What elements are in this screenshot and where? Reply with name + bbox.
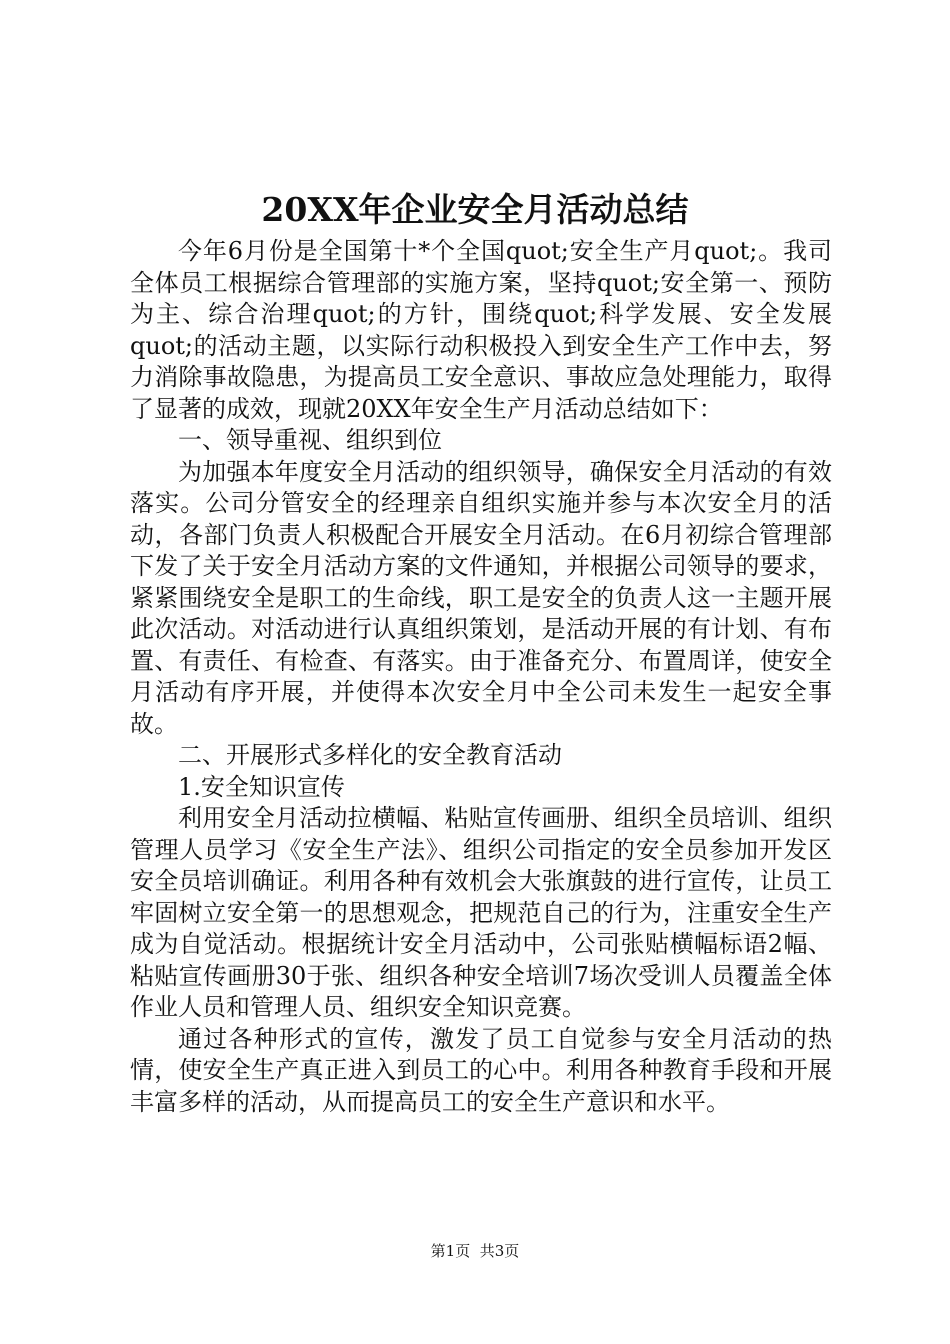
page-total: 共3页 [479, 1242, 520, 1260]
paragraph-summary: 通过各种形式的宣传，激发了员工自觉参与安全月活动的热情，使安全生产真正进入到员工的心中。利用各种教育手段和开展丰富多样的活动，从而提高员工的安全生产意识和水平。 [130, 1024, 832, 1116]
paragraph-subsection-1: 利用安全月活动拉横幅、粘贴宣传画册、组织全员培训、组织管理人员学习《安全生产法》、组织公司指定的安全员参加开发区安全员培训确证。利用各种有效机会大张旗鼓的进行宣传，让员工牢固树立安全第一的思想观念，把规范自己的行为，注重安全生产成为自觉活动。根据统计安全月活动中，公司张贴横幅标语2幅、粘贴宣传画册30于张、组织各种安全培训7场次受训人员覆盖全体作业人员和管理人员、组织安全知识竞赛。 [130, 804, 832, 1021]
paragraph-intro: 今年6月份是全国第十*个全国quot;安全生产月quot;。我司全体员工根据综合管理部的实施方案，坚持quot;安全第一、预防为主、综合治理quot;的方针，围绕quot;科学发展、安全发展quot;的活动主题，以实际行动积极投入到安全生产工作中去，努力消除事故隐患，为提高员工安全意识、事故应急处理能力，取得了显著的成效，现就20XX年安全生产月活动总结如下： [130, 237, 832, 423]
section-heading-2: 二、开展形式多样化的安全教育活动 [178, 741, 562, 769]
subsection-heading-1: 1.安全知识宣传 [178, 772, 345, 801]
document-title: 20XX年企业安全月活动总结 [261, 190, 689, 229]
footer-separator [470, 1242, 480, 1260]
page-number: 第1页 [430, 1242, 471, 1260]
paragraph-section-1: 为加强本年度安全月活动的组织领导，确保安全月活动的有效落实。公司分管安全的经理亲自组织实施并参与本次安全月的活动，各部门负责人积极配合开展安全月活动。在6月初综合管理部下发了关于安全月活动方案的文件通知，并根据公司领导的要求，紧紧围绕安全是职工的生命线，职工是安全的负责人这一主题开展此次活动。对活动进行认真组织策划，是活动开展的有计划、有布置、有责任、有检查、有落实。由于准备充分、布置周详，使安全月活动有序开展，并使得本次安全月中全公司未发生一起安全事故。 [130, 457, 832, 738]
document-body [130, 236, 832, 1118]
section-heading-1: 一、领导重视、组织到位 [178, 426, 442, 454]
page-footer [0, 1240, 950, 1262]
